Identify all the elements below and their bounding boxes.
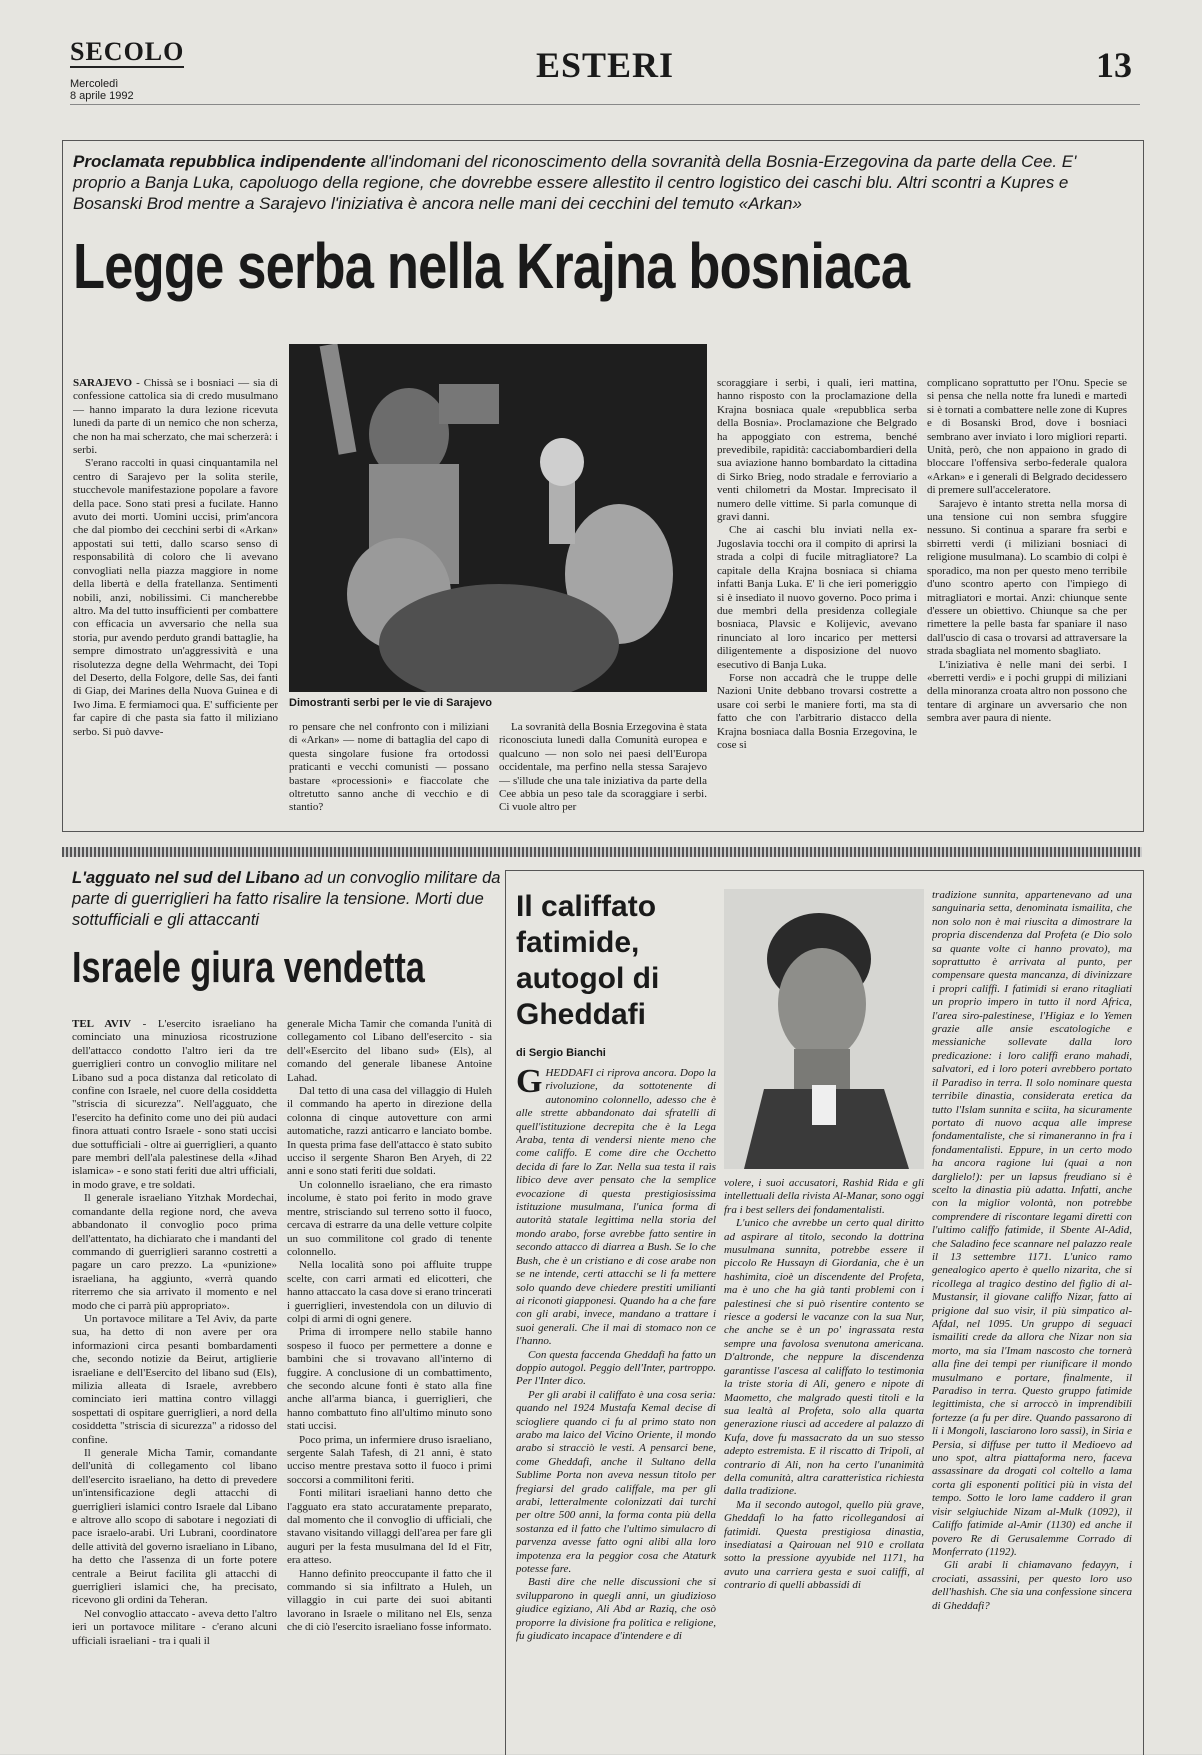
column-text: Dal tetto di una casa del villaggio di Huleh il commando ha aperto in direzione della colonna di cinque autovetture con armi automatiche, razzi anticarro e lanciato bombe. In questa prima fase dell'attacco è stato subito ucciso il sergente Sharon Ben Aryeh, di 22 anni e sono stati feriti due soldati. bbox=[287, 1085, 492, 1178]
article-column bbox=[717, 377, 917, 825]
column-text: Basti dire che nelle discussioni che si svilupparono in quegli anni, un giudizioso giudice egiziano, Ali Abd ar Raziq, che osò proporre la divisione fra politica e religione, fu giudicato incapace d'intendere e di bbox=[516, 1576, 716, 1643]
article-column bbox=[499, 721, 707, 821]
article-column bbox=[724, 1177, 924, 1751]
article-column bbox=[927, 377, 1127, 825]
column-text: Il generale israeliano Yitzhak Mordechai, comandante della regione nord, che aveva abbandonato il convoglio poco prima dell'attentato, ha dichiarato che i mandanti del commando di guerriglieri saranno costretti a pagare un caro prezzo. La «punizione» israeliana, ha aggiunto, «verrà quando riterremo che sia arrivato il momento e nel modo che ci parrà più appropriato». bbox=[72, 1192, 277, 1312]
section-divider bbox=[62, 847, 1142, 857]
column-text: Hanno definito preoccupante il fatto che il commando si sia infiltrato a Huleh, un villaggio in cui parte dei suoi abitanti lavorano in Israele o militano nel Els, senza che di ciò l'esercito israeliano fosse informato. bbox=[287, 1567, 492, 1634]
article-bosnia bbox=[62, 140, 1144, 832]
drop-cap: G bbox=[516, 1067, 543, 1100]
column-text: Poco prima, un infermiere druso israeliano, sergente Salah Tafesh, di 21 anni, è stato ucciso mentre prestava sotto il fuoco i primi soccorsi a commilitoni feriti. bbox=[287, 1433, 492, 1486]
newspaper-logo: SECOLO bbox=[70, 37, 185, 66]
issue-day: Mercoledì bbox=[70, 78, 119, 90]
gheddafi-portrait bbox=[724, 889, 924, 1169]
masthead bbox=[70, 38, 1140, 105]
column-text: L'iniziativa è nelle mani dei serbi. I «berretti verdi» e i pochi gruppi di miliziani della minoranza croata altro non possono che tentare di arginare un avversario che non sembra aver paura di niente. bbox=[927, 658, 1127, 725]
article-column bbox=[73, 377, 278, 757]
column-text: Ma il secondo autogol, quello più grave, Gheddafi lo ha fatto ricollegandosi ai fatimidi. Questa prestigiosa dinastia, insediatasi a Qairouan nel 910 e crollata sotto la pressione ayyubide nel 1171, ha avuto una carriera gesta e suoi califfi, al contrario di quelli abbassidi di bbox=[724, 1498, 924, 1592]
column-text: Un portavoce militare a Tel Aviv, da parte sua, ha detto di non avere per ora informazioni circa pesanti bombardamenti che, secondo notizie da Beirut, artiglierie israeliane e dell'Esercito del libano sud (Els), milizia alleata di Israele, avrebbero cominciato ieri mattina contro villaggi sospettati di ospitare guerriglieri, a nord della cosiddetta "striscia di sicurezza" a ridosso del confine. bbox=[72, 1312, 277, 1446]
column-text: Che ai caschi blu inviati nella ex-Jugoslavia tocchi ora il compito di aprirsi la strada a colpi di fucile mitragliatore? La capitale della Krajna bosniaca si chiama infatti Banja Luka. E' lì che ieri pomeriggio si è insediato il nuovo governo. Poco prima i due membri della presidenza collegiale bosniaca, Plavsic e Kolijevic, avevano rinunciato al loro incarico per mettersi diligentemente a disposizione del nuovo esecutivo di Banja Luka. bbox=[717, 524, 917, 671]
column-text: Prima di irrompere nello stabile hanno sospeso il fuoco per permettere a donne e bambini che si trovavano all'interno di fuggire. A conclusione di un combattimento, che secondo alcune fonti è stato alla fine anche all'arma bianca, i guerriglieri, che hanno combattuto fino all'ultimo minuto sono stati uccisi. bbox=[287, 1326, 492, 1433]
column-text: Forse non accadrà che le truppe delle Nazioni Unite debbano trovarsi costrette a usare coi serbi le maniere forti, ma sta di fatto che con l'arbitrario distacco della Krajna bosniaca dalla Bosnia Erzegovina, le cose si bbox=[717, 671, 917, 751]
column-text: generale Micha Tamir che comanda l'unità di collegamento col Libano dell'esercito - sia dell'«Esercito del libano sud» (Els), al comando del generale libanese Antoine Lahad. bbox=[287, 1018, 492, 1084]
kicker-bold: Proclamata repubblica indipendente bbox=[73, 152, 366, 171]
article-headline: Israele giura vendetta bbox=[72, 943, 425, 992]
column-text: - Chissà se i bosniaci — sia di confessione cattolica sia di credo musulmano — hanno imparato la dura lezione ricevuta lunedì da parte di un nemico che non scherza, che non ha mai scherzato, che mai scherzerà: i serbi. bbox=[73, 377, 278, 457]
photo-caption: Dimostranti serbi per le vie di Sarajevo bbox=[289, 697, 492, 709]
column-text: Con questa faccenda Gheddafi ha fatto un doppio autogol. Peggio dell'Inter, partroppo. Per l'Inter dico. bbox=[516, 1348, 716, 1388]
column-text: Nel convoglio attaccato - aveva detto l'altro ieri un portavoce militare - c'erano alcuni ufficiali israeliani - tra i quali il bbox=[72, 1607, 277, 1647]
portrait-placeholder bbox=[724, 889, 924, 1169]
column-text: Un colonnello israeliano, che era rimasto incolume, è stato poi ferito in modo grave mentre, strisciando sul terreno sotto il fuoco, cercava di estrarre da una delle vetture colpite un suo commilitone col grado di tenente colonnello. bbox=[287, 1178, 492, 1258]
column-text: ro pensare che nel confronto con i miliziani di «Arkan» — nome di battaglia del capo di questa singolare fusione fra ortodossi praticanti e vecchi comunisti — possano bastare «processioni» e fiaccolate che oltretutto sanno anche di vecchio e di stantio? bbox=[289, 721, 489, 814]
article-column bbox=[289, 721, 489, 821]
column-text: L'unico che avrebbe un certo qual diritto ad aspirare al titolo, secondo la dottrina musulmana sunnita, potrebbe essere il piccolo Re Hussayn di Giordania, che è un hashimita, cioè un discendente del Profeta, ma è uno che ha già tanti problemi con i palestinesi che si può risentire contento se riesce a godersi le vacanze con la sua Nur, che anche se è un po' ingrassata resta sempre una favolosa svenutona americana. D'altronde, che neppure la discendenza garantisse l'ascesa al califfato lo testimonia la triste storia di Ali, genero e nipote di Maometto, che malgrado questi titoli e la sua lealtà al Profeta, solo alla quarta generazione riuscì ad accedere al palazzo di Kufa, dove fu massacrato da un suo stesso adepto estremista. E il riscatto di Tripoli, al contrario di Ali, non ha certo l'unanimità della comunità, altra caratteristica richiesta dalla tradizione. bbox=[724, 1217, 924, 1498]
kicker-bold: L'agguato nel sud del Libano bbox=[72, 869, 300, 887]
article-kicker bbox=[73, 151, 1123, 214]
section-title: ESTERI bbox=[535, 45, 675, 85]
column-text: La sovranità della Bosnia Erzegovina è stata riconosciuta lunedì dalla Comunità europea e qualcuno — non solo nei paesi dell'Europa occidentale, ma perfino nella stessa Sarajevo — s'illude che una tale iniziativa da parte della Cee abbia un peso tale da scoraggiare i serbi. Ci vuole altro per bbox=[499, 721, 707, 814]
article-column bbox=[932, 889, 1132, 1751]
page-number: 13 bbox=[1096, 45, 1132, 85]
issue-date-text: 8 aprile 1992 bbox=[70, 90, 134, 102]
column-text: Sarajevo è intanto stretta nella morsa di una tensione cui non sembra sfuggire nessuno. Si continua a sparare fra serbi e sbirretti verdi (i miliziani bosniaci di religione musulmana). Lo scambio di colpi è sporadico, ma non per questo meno terribile d'uno scontro aperto con l'impiego di mitragliatori e mortai. Anzi: chiunque sente d'essere un obiettivo. Chiunque sa che per rimettere la pelle basta far spaniare il naso dall'uscio di casa o trovarsi ad attraversare la strada sbagliata nel momento sbagliato. bbox=[927, 497, 1127, 658]
article-kicker bbox=[72, 868, 502, 931]
column-text: Per gli arabi il califfato è una cosa seria: quando nel 1924 Mustafa Kemal decise di sciogliere quando ci fu al primo stato non arabo ma laico del Vicino Oriente, il mondo arabo si stracciò le vesti. A pensarci bene, come Gheddafi, anche il Sultano della Sublime Porta non aveva nessun titolo per fregiarsi del grado califfale, ma per gli arabi, letteralmente colonizzati dai turchi per oltre 500 anni, la forma conta più della sostanza ed il fatto che l'ultimo simulacro di parvenza avesse fatto ogni alibi alla loro impotenza era la peggior cosa che Ataturk potesse fare. bbox=[516, 1388, 716, 1576]
article-column bbox=[72, 1018, 277, 1750]
column-text: scoraggiare i serbi, i quali, ieri mattina, hanno risposto con la proclamazione della Krajna bosniaca quale «repubblica serba della Bosnia». Proclamazione che Belgrado ha appoggiato con estrema, benché prevedibile, rapidità: cacciabombardieri della sua aviazione hanno bombardato la cittadina di Sirko Brieg, nodo stradale e ferroviario a venti chilometri da Mostar. Imprecisato il numero delle vittime. Si parla comunque di gravi danni. bbox=[717, 377, 917, 524]
article-column bbox=[516, 1067, 716, 1751]
column-text: - L'esercito israeliano ha cominciato una minuziosa ricostruzione dell'attacco condotto l'altro ieri da tre guerriglieri contro un convoglio militare nel Libano sud a poca distanza dal reticolato di confine con Israele, nel cuore della cosiddetta "striscia di sicurezza". Nell'agguato, che l'esercito ha definito come uno dei più audaci finora attuati contro Israele - sono stati uccisi due sottufficiali - oltre ai guerriglieri, a quanto pare membri dell'ala palestinese della «Jihad islamica» - e sono stati feriti due altri ufficiali, in modo grave, e tre soldati. bbox=[72, 1018, 277, 1191]
article-headline: Il califfato fatimide, autogol di Gheddafi bbox=[516, 890, 660, 1031]
column-text: Fonti militari israeliani hanno detto che l'agguato era stato accuratamente preparato, dal momento che il convoglio di ufficiali, che stavano visitando villaggi dell'area per fare gli auguri per la festa musulmana del Id el Fitr, era atteso. bbox=[287, 1487, 492, 1567]
column-text: volere, i suoi accusatori, Rashid Rida e gli intellettuali della rivista Al-Manar, sono oggi fra i best sellers dei fondamentalisti. bbox=[724, 1177, 924, 1216]
dateline: TEL AVIV bbox=[72, 1018, 132, 1030]
kicker-text: all'indomani del riconoscimento della sovranità della Bosnia-Erzegovina da parte della Cee. E' proprio a Banja Luka, capoluogo della regione, che dovrebbe essere allestito il centro logistico dei caschi blu. Altri scontri a Kupres e Bosanski Brod mentre a Sarajevo l'iniziativa è ancora nelle mani dei cecchini del temuto «Arkan» bbox=[73, 152, 1077, 213]
column-text: complicano soprattutto per l'Onu. Specie se si pensa che nella notte fra lunedì e martedì si è tornati a combattere nelle zone di Kupres e di Bosanski Brod, dove i bosniaci sembrano aver inviato i loro migliori reparti. Unità, però, che non appaiono in grado di bloccare l'offensiva serbo-federale qualora «Arkan» e i generali di Belgrado decidessero di premere sull'acceleratore. bbox=[927, 377, 1127, 497]
kicker-text: ad un convoglio militare da parte di guerriglieri ha fatto risalire la tensione. Morti due sottufficiali e gli attaccanti bbox=[72, 869, 501, 929]
dateline: SARAJEVO bbox=[73, 377, 133, 389]
column-text: S'erano raccolti in quasi cinquantamila nel centro di Sarajevo per la solita sterile, stucchevole manifestazione popolare a favore della pace. Sono stati presi a fucilate. Hanno avuto dei morti. Uomini uccisi, prim'ancora che dal piombo dei cecchini serbi di «Arkan» appostati sui tetti, dallo scarso senso di responsabilità di coloro che li avevano convogliati nella piazza maggiore in nome della libertà e della fratellanza. Sentimenti nobili, anzi, nobilissimi. Ci mancherebbe altro. Ma del tutto insufficienti per combattere con efficacia un avversario che nella sua storia, pur avendo perduto grandi battaglie, ha sempre dimostrato un'aggressività e una risolutezza degne della Wehrmacht, dei Topi del Deserto, della Folgore, delle Sas, dei fanti di Giap, dei Marines della Nuova Guinea e di Iwo Jima. E fermiamoci qua. E' sufficiente per far capire di che pasta sia fatto il miliziano serbo. Si può davve- bbox=[73, 457, 278, 738]
article-gheddafi bbox=[505, 870, 1144, 1755]
column-text: Gli arabi li chiamavano fedayyn, i crociati, assassini, per questo loro uso dell'hashish. Che sia una confessione sincera di Gheddafi? bbox=[932, 1559, 1132, 1612]
article-column bbox=[287, 1018, 492, 1750]
photo-placeholder bbox=[289, 344, 707, 692]
article-headline: Legge serba nella Krajna bosniaca bbox=[73, 230, 910, 302]
article-israel bbox=[62, 862, 502, 1754]
column-text: Nella località sono poi affluite truppe scelte, con carri armati ed elicotteri, che hanno attaccato la casa dove si erano trincerati i guerriglieri, investendola con un diluvio di colpi di armi di ogni genere. bbox=[287, 1259, 492, 1325]
column-text: Il generale Micha Tamir, comandante dell'unità di collegamento col libano dell'esercito israeliano, ha detto di prevedere un'intensificazione degli attacchi di guerriglieri islamici contro Israele dal Libano e altrove allo scopo di sabotare i negoziati di pace israelo-arabi. Uri Lubrani, coordinatore delle attività del governo israeliano in Libano, ha detto che l'assenza di un forte potere centrale a Beirut facilita gli attacchi di guerriglieri islamici che, ha precisato, ricevono gli ordini da Teheran. bbox=[72, 1447, 277, 1607]
demonstrators-photo bbox=[289, 344, 707, 692]
column-text: tradizione sunnita, appartenevano ad una sanguinaria setta, denominata ismailita, che non solo non è mai riuscita a dimostrare la propria discendenza dal Profeta (e Dio solo sa quante volte ci hanno provato), ma soprattutto è arrivata al punto, per compensare questa mancanza, di divinizzare i propri califfi. I fatimidi si erano ritagliati un proprio impero in tutto il nord Africa, l'area siro-palestinese, l'Higiaz e lo Yemen grazie alle ansie escatologiche e messianiche sollevate dalla loro predicazione: i loro califfi erano mahadi, salvatori, ed i loro poteri avrebbero portato il Paradiso in terra. Il solo nominare questa terribile dinastia, considerata eretica da tutto l'Islam sunnita e sciita, ha sicuramente portato di nuovo acqua alle imprese fondamentaliste, che si rimaneranno in fra i fondamentalisti. Eppure, in un certo modo ha ancora ragione lui (quai a non darglielo!): per un lapsus freudiano si è scelto la dinastia più adatta. Infatti, anche con la miglior volontà, non potrebbe comprendere di riscontare legami diretti con l'ultimo califfo fatimide, il Sbente Al-Adid, che Saladino fece scannare nel palazzo reale il 13 settembre 1171. L'unico ramo genealogico aperto è quello nizarita, che si ricollega al tragico destino del figlio di al-Mustansir, il giovane califfo Nizar, fatto ai prigione dal suo visir, il più simpatico al-Afdal, nel 1095. Un gruppo di seguaci ismailiti crede da allora che Nizar non sia morto, ma sia l'Imam nascosto che tornerà alla fine dei tempi per riunificare il mondo musulmano e portare, finalmente, il Paradiso in terra. Questo gruppo fatimide legittimista, che si arroccò in imprendibili fortezze (a fu per dire. Quando passarono di li i Mongoli, lasciarono loro sassi), in Siria e Persia, si diffuse per tutto il Medioevo ad uno spot, altra piattaforma nero, faceva assassinare da drogati col coltello a lama corta gli esponenti politici più in vista del tempo. Sotto le loro lame caddero il gran visir selgiuchide Nizam al-Mulk (1092), il Califfo fatimide al-Amir (1130) ed anche il povero Re di Gerusalemme Corrado di Monferrato (1192). bbox=[932, 889, 1132, 1558]
column-text: HEDDAFI ci riprova ancora. Dopo la rivoluzione, da sottotenente di autonomino colonnello, adesso che è alle strette abbandonato dai sfratelli di quell'istituzione decrepita che è la Lega Araba, tenta di vendersi niente meno che come califfo. E come dire che Occhetto decida di fare lo Zar. Nella sua testa il raìs libico deve aver pensato che la semplice evocazione di questa prestigiosissima istituzione musulmana, l'unica forma di autorità statale legittima nella storia del mondo arabo, forse avrebbe fatto sentire in secondo attacco di diarrea a Bush. Se lo che Bush, che è un cristiano e di cose arabe non se ne intende, certi attacchi se li fa mettere solo quando deve chiedere prestiti umilianti ai riconoti giapponesi. Quando ha a che fare con gli arabi, invece, mandano a trattare i suoi generali. Che il mai di stomaco non ce l'hanno. bbox=[516, 1067, 716, 1348]
byline: di Sergio Bianchi bbox=[516, 1047, 606, 1059]
